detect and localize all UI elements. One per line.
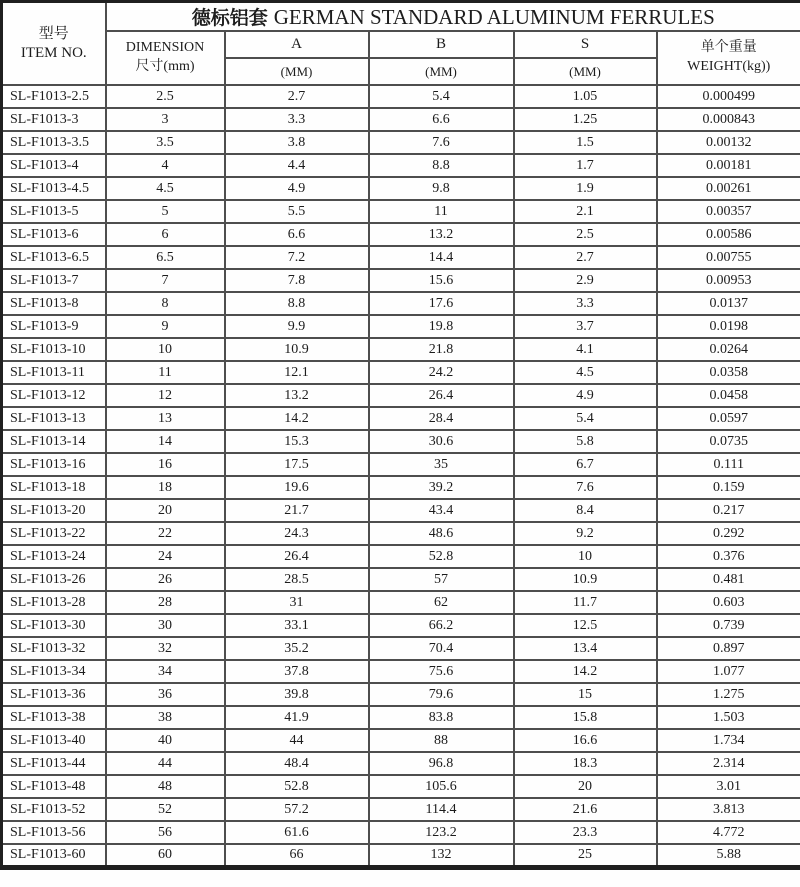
cell-dimension: 34: [106, 660, 225, 683]
cell-item-no: SL-F1013-18: [2, 476, 106, 499]
cell-weight: 0.897: [657, 637, 800, 660]
cell-s: 20: [514, 775, 657, 798]
table-row: [2, 844, 800, 867]
cell-weight: 1.275: [657, 683, 800, 706]
cell-s: 11.7: [514, 591, 657, 614]
cell-a: 7.2: [225, 246, 369, 269]
cell-dimension: 10: [106, 338, 225, 361]
cell-dimension: 36: [106, 683, 225, 706]
cell-weight: 3.813: [657, 798, 800, 821]
cell-dimension: 7: [106, 269, 225, 292]
cell-weight: 0.0264: [657, 338, 800, 361]
table-row: [2, 453, 800, 476]
cell-item-no: SL-F1013-7: [2, 269, 106, 292]
cell-s: 6.7: [514, 453, 657, 476]
table-row: [2, 315, 800, 338]
cell-s: 7.6: [514, 476, 657, 499]
cell-b: 24.2: [369, 361, 514, 384]
cell-weight: 0.739: [657, 614, 800, 637]
cell-item-no: SL-F1013-32: [2, 637, 106, 660]
cell-item-no: SL-F1013-4.5: [2, 177, 106, 200]
cell-s: 2.1: [514, 200, 657, 223]
cell-b: 70.4: [369, 637, 514, 660]
cell-a: 28.5: [225, 568, 369, 591]
cell-s: 25: [514, 844, 657, 867]
cell-s: 1.25: [514, 108, 657, 131]
cell-item-no: SL-F1013-8: [2, 292, 106, 315]
cell-weight: 0.00357: [657, 200, 800, 223]
table-row: [2, 545, 800, 568]
cell-dimension: 18: [106, 476, 225, 499]
cell-b: 43.4: [369, 499, 514, 522]
cell-b: 132: [369, 844, 514, 867]
cell-b: 79.6: [369, 683, 514, 706]
cell-b: 28.4: [369, 407, 514, 430]
cell-dimension: 3: [106, 108, 225, 131]
table-row: [2, 568, 800, 591]
cell-dimension: 5: [106, 200, 225, 223]
column-unit-a: (MM): [225, 58, 369, 85]
cell-dimension: 9: [106, 315, 225, 338]
cell-dimension: 2.5: [106, 85, 225, 108]
cell-item-no: SL-F1013-9: [2, 315, 106, 338]
cell-b: 15.6: [369, 269, 514, 292]
cell-weight: 0.376: [657, 545, 800, 568]
table-row: [2, 85, 800, 108]
cell-b: 88: [369, 729, 514, 752]
cell-s: 1.7: [514, 154, 657, 177]
item-no-label-zh: 型号: [38, 25, 69, 42]
cell-weight: 0.00181: [657, 154, 800, 177]
column-header-weight: [657, 31, 800, 85]
cell-a: 8.8: [225, 292, 369, 315]
cell-dimension: 4: [106, 154, 225, 177]
table-row: [2, 131, 800, 154]
cell-weight: 0.0198: [657, 315, 800, 338]
cell-dimension: 4.5: [106, 177, 225, 200]
cell-dimension: 16: [106, 453, 225, 476]
cell-item-no: SL-F1013-36: [2, 683, 106, 706]
cell-s: 14.2: [514, 660, 657, 683]
table-row: [2, 821, 800, 844]
cell-a: 14.2: [225, 407, 369, 430]
cell-a: 61.6: [225, 821, 369, 844]
cell-s: 18.3: [514, 752, 657, 775]
cell-item-no: SL-F1013-6.5: [2, 246, 106, 269]
table-row: [2, 499, 800, 522]
cell-item-no: SL-F1013-5: [2, 200, 106, 223]
cell-dimension: 30: [106, 614, 225, 637]
table-row: [2, 338, 800, 361]
cell-b: 17.6: [369, 292, 514, 315]
cell-b: 114.4: [369, 798, 514, 821]
column-header-item-no: [2, 2, 106, 86]
column-header-b: B: [369, 31, 514, 58]
cell-b: 105.6: [369, 775, 514, 798]
cell-a: 26.4: [225, 545, 369, 568]
cell-item-no: SL-F1013-38: [2, 706, 106, 729]
cell-a: 12.1: [225, 361, 369, 384]
cell-s: 16.6: [514, 729, 657, 752]
cell-weight: 0.292: [657, 522, 800, 545]
cell-s: 2.7: [514, 246, 657, 269]
table-row: [2, 683, 800, 706]
cell-s: 5.8: [514, 430, 657, 453]
cell-s: 4.9: [514, 384, 657, 407]
table-row: [2, 660, 800, 683]
table-row: [2, 706, 800, 729]
cell-s: 1.9: [514, 177, 657, 200]
cell-item-no: SL-F1013-60: [2, 844, 106, 867]
cell-item-no: SL-F1013-34: [2, 660, 106, 683]
cell-dimension: 8: [106, 292, 225, 315]
cell-b: 26.4: [369, 384, 514, 407]
cell-dimension: 52: [106, 798, 225, 821]
cell-dimension: 6.5: [106, 246, 225, 269]
weight-label-zh: 单个重量: [700, 40, 757, 56]
cell-b: 52.8: [369, 545, 514, 568]
cell-dimension: 28: [106, 591, 225, 614]
cell-weight: 0.0735: [657, 430, 800, 453]
cell-s: 8.4: [514, 499, 657, 522]
cell-weight: 1.734: [657, 729, 800, 752]
column-unit-b: (MM): [369, 58, 514, 85]
cell-dimension: 60: [106, 844, 225, 867]
column-unit-s: (MM): [514, 58, 657, 85]
cell-b: 19.8: [369, 315, 514, 338]
cell-weight: 0.000843: [657, 108, 800, 131]
cell-item-no: SL-F1013-24: [2, 545, 106, 568]
cell-dimension: 26: [106, 568, 225, 591]
cell-item-no: SL-F1013-56: [2, 821, 106, 844]
table-row: [2, 407, 800, 430]
cell-s: 1.05: [514, 85, 657, 108]
cell-b: 35: [369, 453, 514, 476]
cell-a: 15.3: [225, 430, 369, 453]
cell-item-no: SL-F1013-52: [2, 798, 106, 821]
cell-s: 4.5: [514, 361, 657, 384]
cell-weight: 0.00586: [657, 223, 800, 246]
cell-a: 4.4: [225, 154, 369, 177]
cell-dimension: 22: [106, 522, 225, 545]
table-row: [2, 384, 800, 407]
cell-dimension: 38: [106, 706, 225, 729]
cell-s: 12.5: [514, 614, 657, 637]
table-row: [2, 775, 800, 798]
header-title-row: [2, 2, 800, 32]
cell-a: 39.8: [225, 683, 369, 706]
cell-a: 6.6: [225, 223, 369, 246]
cell-item-no: SL-F1013-11: [2, 361, 106, 384]
cell-b: 48.6: [369, 522, 514, 545]
cell-a: 31: [225, 591, 369, 614]
cell-b: 14.4: [369, 246, 514, 269]
cell-b: 8.8: [369, 154, 514, 177]
cell-b: 62: [369, 591, 514, 614]
cell-a: 19.6: [225, 476, 369, 499]
cell-item-no: SL-F1013-10: [2, 338, 106, 361]
cell-dimension: 24: [106, 545, 225, 568]
cell-item-no: SL-F1013-30: [2, 614, 106, 637]
cell-a: 33.1: [225, 614, 369, 637]
dimension-label-zh: 尺寸(mm): [135, 59, 195, 74]
column-header-s: S: [514, 31, 657, 58]
cell-dimension: 3.5: [106, 131, 225, 154]
cell-b: 7.6: [369, 131, 514, 154]
cell-s: 4.1: [514, 338, 657, 361]
cell-a: 5.5: [225, 200, 369, 223]
cell-b: 5.4: [369, 85, 514, 108]
cell-weight: 2.314: [657, 752, 800, 775]
table-row: [2, 200, 800, 223]
cell-item-no: SL-F1013-22: [2, 522, 106, 545]
cell-s: 2.9: [514, 269, 657, 292]
cell-a: 52.8: [225, 775, 369, 798]
cell-item-no: SL-F1013-14: [2, 430, 106, 453]
table-row: [2, 269, 800, 292]
cell-weight: 0.0358: [657, 361, 800, 384]
cell-s: 10.9: [514, 568, 657, 591]
cell-weight: 0.00132: [657, 131, 800, 154]
table-row: [2, 246, 800, 269]
cell-s: 9.2: [514, 522, 657, 545]
cell-a: 37.8: [225, 660, 369, 683]
cell-s: 1.5: [514, 131, 657, 154]
cell-dimension: 40: [106, 729, 225, 752]
table-row: [2, 798, 800, 821]
table-row: [2, 108, 800, 131]
cell-item-no: SL-F1013-6: [2, 223, 106, 246]
cell-weight: 0.481: [657, 568, 800, 591]
cell-a: 21.7: [225, 499, 369, 522]
item-no-label-en: ITEM NO.: [20, 44, 87, 61]
cell-a: 17.5: [225, 453, 369, 476]
cell-b: 96.8: [369, 752, 514, 775]
cell-b: 75.6: [369, 660, 514, 683]
cell-b: 9.8: [369, 177, 514, 200]
table-row: [2, 223, 800, 246]
cell-a: 35.2: [225, 637, 369, 660]
cell-weight: 0.603: [657, 591, 800, 614]
cell-item-no: SL-F1013-4: [2, 154, 106, 177]
table-row: [2, 591, 800, 614]
cell-a: 10.9: [225, 338, 369, 361]
cell-b: 6.6: [369, 108, 514, 131]
cell-dimension: 6: [106, 223, 225, 246]
cell-item-no: SL-F1013-16: [2, 453, 106, 476]
cell-a: 66: [225, 844, 369, 867]
cell-dimension: 12: [106, 384, 225, 407]
cell-b: 57: [369, 568, 514, 591]
table-row: [2, 361, 800, 384]
column-header-a: A: [225, 31, 369, 58]
cell-s: 3.7: [514, 315, 657, 338]
table-body: [2, 85, 800, 867]
table-row: [2, 522, 800, 545]
cell-item-no: SL-F1013-44: [2, 752, 106, 775]
cell-weight: 0.0597: [657, 407, 800, 430]
cell-weight: 0.217: [657, 499, 800, 522]
weight-label-en: WEIGHT(kg)): [687, 59, 771, 74]
table-row: [2, 154, 800, 177]
table-row: [2, 637, 800, 660]
cell-item-no: SL-F1013-2.5: [2, 85, 106, 108]
cell-b: 123.2: [369, 821, 514, 844]
table-title-zh: 德标铝套: [191, 8, 268, 29]
cell-a: 2.7: [225, 85, 369, 108]
table-row: [2, 292, 800, 315]
cell-weight: 0.000499: [657, 85, 800, 108]
cell-b: 30.6: [369, 430, 514, 453]
table-row: [2, 476, 800, 499]
cell-a: 4.9: [225, 177, 369, 200]
table-title: [106, 2, 800, 32]
cell-item-no: SL-F1013-40: [2, 729, 106, 752]
cell-a: 9.9: [225, 315, 369, 338]
cell-b: 13.2: [369, 223, 514, 246]
cell-a: 3.8: [225, 131, 369, 154]
cell-weight: 0.00755: [657, 246, 800, 269]
cell-a: 57.2: [225, 798, 369, 821]
cell-item-no: SL-F1013-28: [2, 591, 106, 614]
cell-weight: 0.0137: [657, 292, 800, 315]
cell-item-no: SL-F1013-12: [2, 384, 106, 407]
cell-dimension: 20: [106, 499, 225, 522]
cell-b: 11: [369, 200, 514, 223]
cell-s: 15: [514, 683, 657, 706]
cell-s: 15.8: [514, 706, 657, 729]
header-label-row: [2, 31, 800, 58]
cell-dimension: 11: [106, 361, 225, 384]
cell-dimension: 56: [106, 821, 225, 844]
dimension-label-en: DIMENSION: [125, 40, 205, 56]
cell-a: 13.2: [225, 384, 369, 407]
cell-item-no: SL-F1013-3.5: [2, 131, 106, 154]
cell-b: 66.2: [369, 614, 514, 637]
cell-weight: 4.772: [657, 821, 800, 844]
table-title-en: GERMAN STANDARD ALUMINUM FERRULES: [273, 5, 715, 29]
cell-weight: 1.503: [657, 706, 800, 729]
cell-item-no: SL-F1013-13: [2, 407, 106, 430]
cell-dimension: 48: [106, 775, 225, 798]
cell-a: 3.3: [225, 108, 369, 131]
cell-weight: 0.00953: [657, 269, 800, 292]
cell-item-no: SL-F1013-3: [2, 108, 106, 131]
cell-a: 44: [225, 729, 369, 752]
cell-item-no: SL-F1013-26: [2, 568, 106, 591]
cell-item-no: SL-F1013-48: [2, 775, 106, 798]
cell-s: 21.6: [514, 798, 657, 821]
cell-b: 21.8: [369, 338, 514, 361]
cell-dimension: 32: [106, 637, 225, 660]
cell-weight: 5.88: [657, 844, 800, 867]
table-row: [2, 430, 800, 453]
cell-s: 23.3: [514, 821, 657, 844]
cell-weight: 0.111: [657, 453, 800, 476]
table-row: [2, 729, 800, 752]
cell-item-no: SL-F1013-20: [2, 499, 106, 522]
cell-s: 2.5: [514, 223, 657, 246]
cell-weight: 3.01: [657, 775, 800, 798]
table-row: [2, 752, 800, 775]
cell-s: 13.4: [514, 637, 657, 660]
table-row: [2, 177, 800, 200]
cell-s: 3.3: [514, 292, 657, 315]
cell-dimension: 14: [106, 430, 225, 453]
cell-weight: 0.159: [657, 476, 800, 499]
cell-b: 39.2: [369, 476, 514, 499]
cell-a: 24.3: [225, 522, 369, 545]
cell-a: 41.9: [225, 706, 369, 729]
column-header-dimension: [106, 31, 225, 85]
cell-s: 5.4: [514, 407, 657, 430]
table-row: [2, 614, 800, 637]
cell-b: 83.8: [369, 706, 514, 729]
cell-weight: 0.0458: [657, 384, 800, 407]
cell-weight: 1.077: [657, 660, 800, 683]
cell-a: 48.4: [225, 752, 369, 775]
cell-weight: 0.00261: [657, 177, 800, 200]
cell-dimension: 44: [106, 752, 225, 775]
cell-a: 7.8: [225, 269, 369, 292]
cell-dimension: 13: [106, 407, 225, 430]
cell-s: 10: [514, 545, 657, 568]
